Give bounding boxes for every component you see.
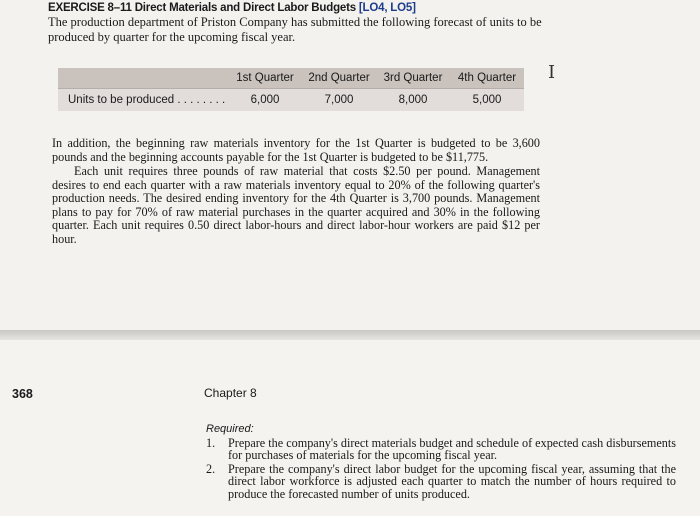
exercise-header [48,2,568,45]
exercise-intro: The production department of Priston Company has submitted the following forecast of units to be produced by quarter for the upcoming fiscal year. [48,15,542,44]
value-q4: 5,000 [472,94,502,106]
page-number: 368 [12,387,33,401]
row-label: Units to be produced . . . . . . . . [68,94,226,106]
learning-objectives: [LO4, LO5] [358,2,416,14]
exercise-title-text: EXERCISE 8–11 Direct Materials and Direct Labor Budgets [48,2,356,14]
table-row [58,88,524,111]
exercise-title [48,2,568,14]
item-text: Prepare the company's direct labor budget for the upcoming fiscal year, assuming that the direct labor workforce is adjusted each quarter to match the number of hours required to produce the forecasted number of units produced. [228,461,676,501]
value-q2: 7,000 [324,94,354,106]
value-q3: 8,000 [398,94,428,106]
list-item [206,463,676,501]
required-section [206,423,676,500]
header-q3: 3rd Quarter [383,72,443,84]
item-text: Prepare the company's direct materials budget and schedule of expected cash disbursements for purchases of materials for the upcoming fiscal year. [228,435,676,462]
item-number: 1. [206,435,216,450]
chapter-label: Chapter 8 [204,386,257,400]
required-title: Required: [206,423,254,435]
item-number: 2. [206,461,216,476]
page-divider [0,330,700,340]
forecast-table [58,68,524,111]
header-q1: 1st Quarter [236,72,294,84]
list-item [206,437,676,462]
header-q4: 4th Quarter [457,72,517,84]
forecast-table-header [58,68,524,88]
value-q1: 6,000 [250,94,280,106]
paragraph-1: In addition, the beginning raw materials inventory for the 1st Quarter is budgeted to be 3,600 pounds and the beginning accounts payable for the 1st Quarter is budgeted to be $11,775. [52,136,540,164]
text-cursor-icon: I [548,62,556,83]
header-q2: 2nd Quarter [308,72,370,84]
paragraph-2: Each unit requires three pounds of raw material that costs $2.50 per pound. Management desires to end each quarter with a raw materials inventory equal to 20% of the following quarter's production needs. The desired ending inventory for the 4th Quarter is 3,700 pounds. Management plans to pay for 70% of raw material purchases in the quarter acquired and 30% in the following quarter. Each unit requires 0.50 direct labor-hours and direct labor-hour workers are paid $12 per hour. [52,164,540,246]
